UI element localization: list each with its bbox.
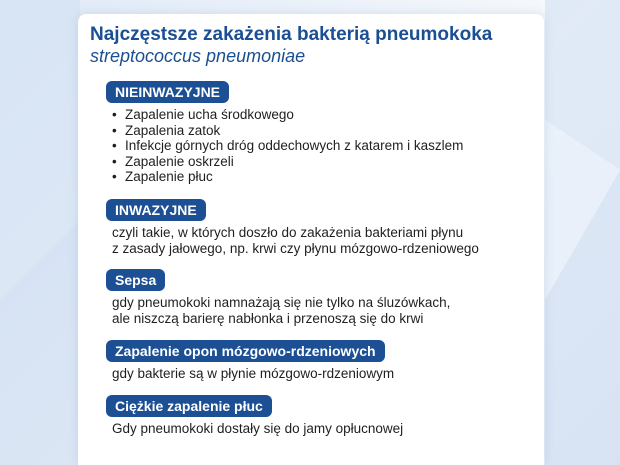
inwazyjne-line-2: z zasady jałowego, np. krwi czy płynu mózgowo-rdzeniowego [112,241,479,256]
inwazyjne-line-1: czyli takie, w których doszło do zakażenia bakteriami płynu [112,225,464,240]
nieinwazyjne-list [112,107,463,185]
ciezkie-zapalenie-pluc-line-1: Gdy pneumokoki dostały się do jamy opłucnowej [112,421,404,436]
zapalenie-opon-line-1: gdy bakterie są w płynie mózgowo-rdzeniowym [112,366,395,381]
list-item: • Zapalenie oskrzeli [112,154,463,170]
sepsa-line-2: ale niszczą barierę nabłonka i przenoszą się do krwi [112,311,424,326]
list-item: • Infekcje górnych dróg oddechowych z katarem i kaszlem [112,138,463,154]
section-badge-inwazyjne: INWAZYJNE [106,199,206,221]
section-badge-sepsa: Sepsa [106,269,165,291]
page-subtitle: streptococcus pneumoniae [90,46,306,66]
section-badge-zapalenie-opon: Zapalenie opon mózgowo-rdzeniowych [106,340,385,362]
section-badge-ciezkie-zapalenie-pluc: Ciężkie zapalenie płuc [106,395,272,417]
page-title: Najczęstsze zakażenia bakterią pneumokoka [90,24,493,45]
list-item: • Zapalenie ucha środkowego [112,107,463,123]
section-badge-nieinwazyjne: NIEINWAZYJNE [106,81,229,103]
list-item: • Zapalenie płuc [112,169,463,185]
list-item: • Zapalenia zatok [112,123,463,139]
sepsa-line-1: gdy pneumokoki namnażają się nie tylko na śluzówkach, [112,295,451,310]
